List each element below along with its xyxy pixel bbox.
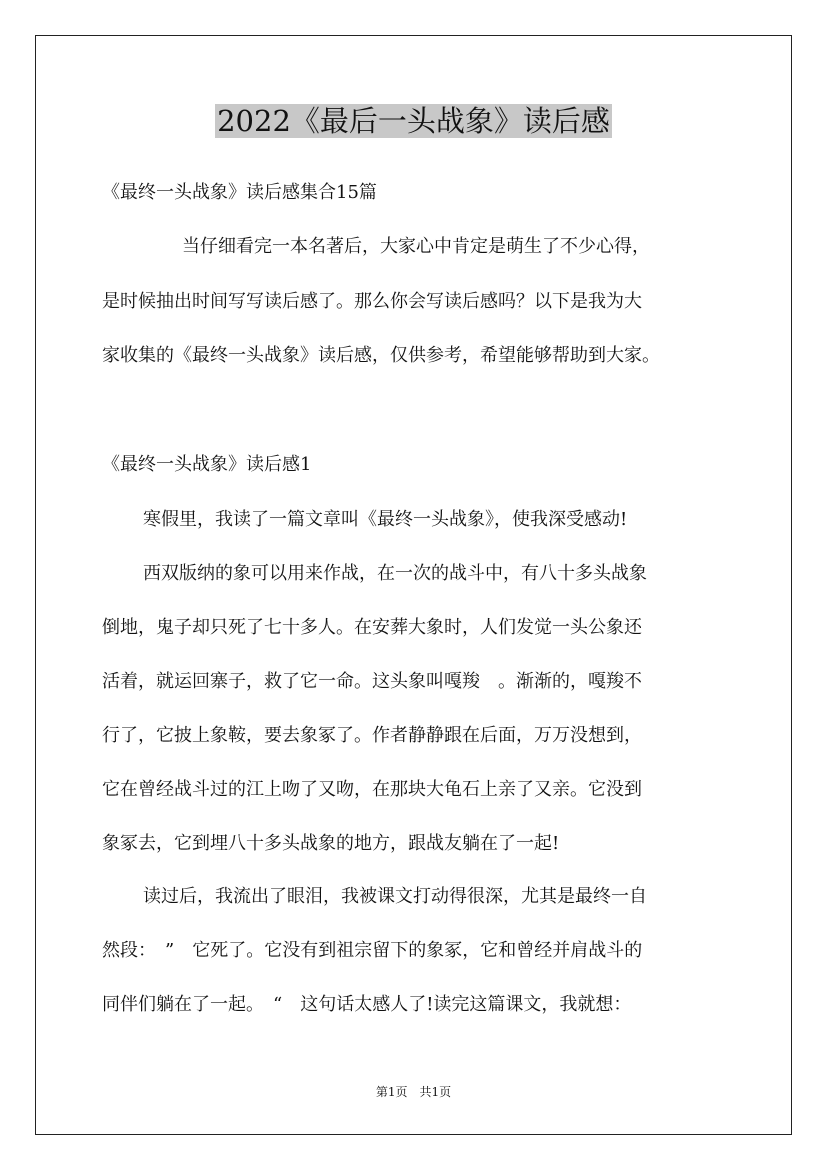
intro-line-2: 是时候抽出时间写写读后感了。那么你会写读后感吗？以下是我为大 [102,291,642,312]
page-footer: 第1页 共1页 [375,1085,452,1099]
document-subtitle: 《最终一头战象》读后感集合15篇 [102,182,377,203]
body-line-9: 然段： ” 它死了。它没有到祖宗留下的象冢，它和曾经并肩战斗的 [102,940,643,961]
body-line-1: 寒假里，我读了一篇文章叫《最终一头战象》，使我深受感动! [143,509,628,530]
body-line-7: 象冢去，它到埋八十多头战象的地方，跟战友躺在了一起! [102,833,560,854]
body-line-4: 活着，就运回寨子，救了它一命。这头象叫嘎羧 。渐渐的，嘎羧不 [102,671,642,692]
intro-line-3: 家收集的《最终一头战象》读后感，仅供参考，希望能够帮助到大家。 [102,345,660,366]
intro-line-1: 当仔细看完一本名著后，大家心中肯定是萌生了不少心得， [182,236,650,257]
body-line-5: 行了，它披上象鞍，要去象冢了。作者静静跟在后面，万万没想到， [102,725,642,746]
body-line-10: 同伴们躺在了一起。 “ 这句话太感人了!读完这篇课文，我就想： [102,994,632,1015]
section-heading: 《最终一头战象》读后感1 [102,454,312,475]
body-line-8: 读过后，我流出了眼泪，我被课文打动得很深，尤其是最终一自 [143,886,647,907]
document-title: 2022《最后一头战象》读后感 [217,104,610,138]
body-line-2: 西双版纳的象可以用来作战，在一次的战斗中，有八十多头战象 [143,563,647,584]
body-line-3: 倒地，鬼子却只死了七十多人。在安葬大象时，人们发觉一头公象还 [102,617,642,638]
document-title-container [0,100,827,142]
body-line-6: 它在曾经战斗过的江上吻了又吻，在那块大龟石上亲了又亲。它没到 [102,779,642,800]
